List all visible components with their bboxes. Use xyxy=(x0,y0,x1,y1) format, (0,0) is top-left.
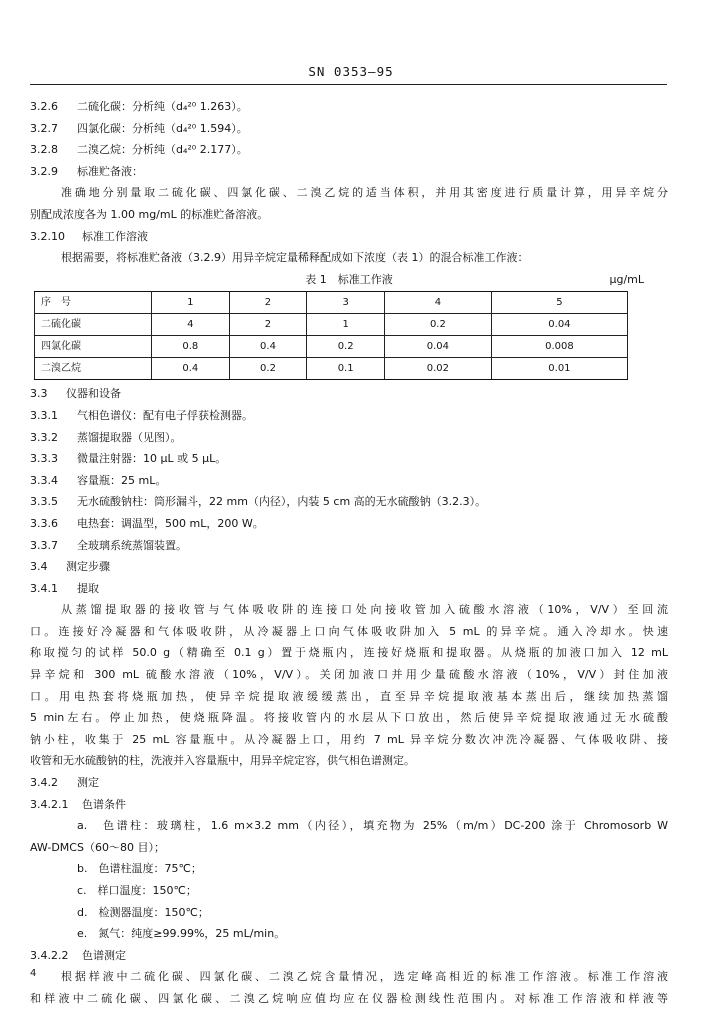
item-text: 微量注射器：10 μL 或 5 μL。 xyxy=(77,452,227,466)
table-cell: 0.8 xyxy=(152,336,230,358)
table-cell: 0.02 xyxy=(384,358,491,380)
item-text: 提取 xyxy=(77,581,99,595)
paragraph-line: 收管和无水硫酸钠的柱，洗液并入容量瓶中，用异辛烷定容，供气相色谱测定。 xyxy=(30,754,415,768)
paragraph-line: 根据样液中二硫化碳、四氯化碳、二溴乙烷含量情况，选定峰高相近的标准工作溶液。标准工作溶液 xyxy=(61,970,668,984)
table-cell: 2 xyxy=(229,314,307,336)
table-header-cell: 2 xyxy=(229,292,307,314)
document-body xyxy=(30,96,668,1010)
table-caption: 表 1 标准工作液 xyxy=(305,272,393,286)
section-number: 3.4 xyxy=(30,560,48,574)
item-3-2-7 xyxy=(30,118,668,140)
item-3-2-10 xyxy=(30,226,668,248)
item-3-3-6 xyxy=(30,513,668,535)
paragraph-line: 异辛烷和 300 mL 硫酸水溶液（10%，V/V）。关闭加液口并用少量硫酸水溶液（10%，V/V）封住加液 xyxy=(30,668,668,682)
item-number: 3.3.3 xyxy=(30,452,58,466)
table-header-label: 序 号 xyxy=(35,292,152,314)
item-3-3-4 xyxy=(30,470,668,492)
condition-line: b. 色谱柱温度：75℃； xyxy=(77,862,202,876)
table-cell: 0.2 xyxy=(384,314,491,336)
section-number: 3.3 xyxy=(30,387,48,401)
item-text: 容量瓶：25 mL。 xyxy=(77,473,167,487)
item-number: 3.2.10 xyxy=(30,229,65,243)
item-3-3-5 xyxy=(30,491,668,513)
row-label: 二硫化碳 xyxy=(35,314,152,336)
item-3-4-2-1 xyxy=(30,794,668,816)
item-number: 3.4.2.1 xyxy=(30,797,69,811)
table-unit: μg/mL xyxy=(609,272,644,286)
table-cell: 0.4 xyxy=(152,358,230,380)
item-3-4-2 xyxy=(30,772,668,794)
item-text: 四氯化碳：分析纯（d₄²⁰ 1.594）。 xyxy=(77,121,248,135)
table-row xyxy=(35,336,628,358)
condition-line: a. 色谱柱：玻璃柱，1.6 m×3.2 mm（内径），填充物为 25%（m/m）DC-200 涂于 Chromosorb W xyxy=(77,819,668,833)
item-3-3-7 xyxy=(30,535,668,557)
row-label: 二溴乙烷 xyxy=(35,358,152,380)
table-header-cell: 4 xyxy=(384,292,491,314)
item-3-2-6 xyxy=(30,96,668,118)
item-number: 3.4.2.2 xyxy=(30,948,69,962)
item-text: 标准工作溶液 xyxy=(82,229,148,243)
condition-line: d. 检测器温度：150℃； xyxy=(77,905,209,919)
table-cell: 0.4 xyxy=(229,336,307,358)
item-number: 3.4.1 xyxy=(30,581,58,595)
table-header-cell: 1 xyxy=(152,292,230,314)
paragraph-line: 称取搅匀的试样 50.0 g（精确至 0.1 g）置于烧瓶内，连接好烧瓶和提取器。从烧瓶的加液口加入 12 mL xyxy=(30,646,668,660)
item-text: 测定 xyxy=(77,776,99,790)
item-3-4-2-2 xyxy=(30,945,668,967)
item-text: 无水硫酸钠柱：筒形漏斗，22 mm（内径），内装 5 cm 高的无水硫酸钠（3.2.3）。 xyxy=(77,495,487,509)
row-label: 四氯化碳 xyxy=(35,336,152,358)
item-number: 3.3.1 xyxy=(30,408,58,422)
condition-line: c. 样口温度：150℃； xyxy=(77,884,197,897)
item-text: 标准贮备液： xyxy=(77,164,143,178)
table-cell: 0.008 xyxy=(491,336,627,358)
standard-solution-table xyxy=(34,291,628,380)
table-header-row xyxy=(35,292,628,314)
table-cell: 0.2 xyxy=(229,358,307,380)
item-3-2-9 xyxy=(30,161,668,183)
page-number: 4 xyxy=(30,968,37,979)
item-text: 全玻璃系统蒸馏装置。 xyxy=(77,538,187,552)
table-header-cell: 5 xyxy=(491,292,627,314)
item-3-3-1 xyxy=(30,405,668,427)
table-cell: 1 xyxy=(307,314,385,336)
item-number: 3.3.6 xyxy=(30,516,58,530)
standard-header: SN 0353—95 xyxy=(308,64,394,79)
paragraph-line: 口。连接好冷凝器和气体吸收阱，从冷凝器上口向气体吸收阱加入 5 mL 的异辛烷。通入冷却水。快速 xyxy=(30,624,668,638)
item-text: 电热套：调温型，500 mL，200 W。 xyxy=(77,516,264,530)
paragraph-line: 5 min左右。停止加热，使烧瓶降温。将接收管内的水层从下口放出，然后使异辛烷提取液通过无水硫酸 xyxy=(30,711,668,725)
paragraph-line: 口。用电热套将烧瓶加热，使异辛烷提取液缓缓蒸出，直至异辛烷提取液基本蒸出后，继续加热蒸馏 xyxy=(30,689,668,703)
item-text: 气相色谱仪：配有电子俘获检测器。 xyxy=(77,408,253,422)
item-3-4-1 xyxy=(30,578,668,600)
item-number: 3.3.5 xyxy=(30,495,58,509)
table-cell: 0.04 xyxy=(384,336,491,358)
item-number: 3.2.7 xyxy=(30,121,58,135)
item-text: 二硫化碳：分析纯（d₄²⁰ 1.263）。 xyxy=(77,100,248,113)
item-3-3-3 xyxy=(30,448,668,470)
table-row xyxy=(35,314,628,336)
item-number: 3.4.2 xyxy=(30,776,58,790)
item-text: 二溴乙烷：分析纯（d₄²⁰ 2.177）。 xyxy=(77,143,248,157)
paragraph-line: 从蒸馏提取器的接收管与气体吸收阱的连接口处向接收管加入硫酸水溶液（10%，V/V）至回流 xyxy=(61,603,668,617)
item-number: 3.2.9 xyxy=(30,164,58,178)
section-title: 仪器和设备 xyxy=(66,387,121,401)
table-cell: 4 xyxy=(152,314,230,336)
table-header-cell: 3 xyxy=(307,292,385,314)
item-text: 色谱条件 xyxy=(82,797,126,811)
table-caption-row xyxy=(30,269,668,291)
item-number: 3.2.6 xyxy=(30,100,58,113)
item-number: 3.3.4 xyxy=(30,473,58,487)
item-number: 3.3.2 xyxy=(30,430,58,444)
condition-line: AW-DMCS（60～80 目）； xyxy=(30,840,165,854)
item-text: 色谱测定 xyxy=(82,948,126,962)
table-cell: 0.2 xyxy=(307,336,385,358)
table-row xyxy=(35,358,628,380)
item-number: 3.3.7 xyxy=(30,538,58,552)
section-3-3 xyxy=(30,383,668,405)
header-rule xyxy=(30,84,667,85)
item-number: 3.2.8 xyxy=(30,143,58,157)
paragraph-line: 根据需要，将标准贮备液（3.2.9）用异辛烷定量稀释配成如下浓度（表 1）的混合标准工作液： xyxy=(61,251,529,265)
condition-line: e. 氮气：纯度≥99.99%，25 mL/min。 xyxy=(77,927,286,941)
table-cell: 0.01 xyxy=(491,358,627,380)
section-title: 测定步骤 xyxy=(66,560,110,574)
item-text: 蒸馏提取器（见图）。 xyxy=(77,430,182,444)
paragraph-line: 和样液中二硫化碳、四氯化碳、二溴乙烷响应值均应在仪器检测线性范围内。对标准工作溶液和样液等 xyxy=(30,991,668,1005)
table-cell: 0.04 xyxy=(491,314,627,336)
item-3-3-2 xyxy=(30,427,668,449)
paragraph-line: 别配成浓度各为 1.00 mg/mL 的标准贮备溶液。 xyxy=(30,207,269,221)
paragraph-line: 钠小柱，收集于 25 mL 容量瓶中。从冷凝器上口，用约 7 mL 异辛烷分数次冲洗冷凝器、气体吸收阱、接 xyxy=(30,732,668,746)
item-3-2-8 xyxy=(30,139,668,161)
section-3-4 xyxy=(30,556,668,578)
table-cell: 0.1 xyxy=(307,358,385,380)
paragraph-line: 准确地分别量取二硫化碳、四氯化碳、二溴乙烷的适当体积，并用其密度进行质量计算，用异辛烷分 xyxy=(61,186,668,200)
